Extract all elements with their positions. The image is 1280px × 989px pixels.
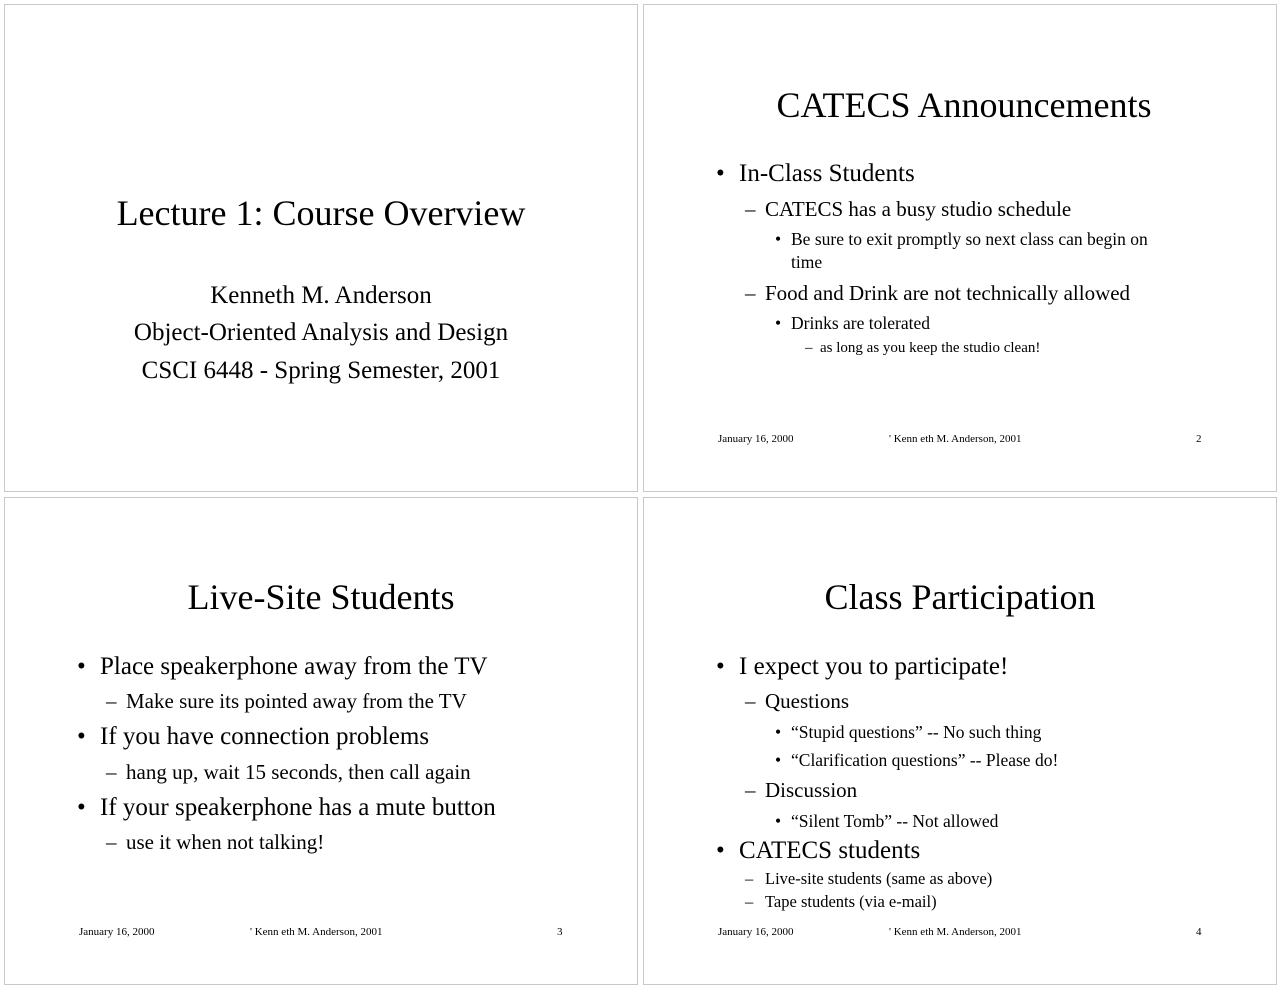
footer-date: January 16, 2000 [79, 926, 155, 938]
slide-1 [4, 4, 638, 492]
slide-2-bullet-1-1: CATECS has a busy studio schedule [765, 197, 1072, 221]
bullet-dot-icon: • [775, 750, 782, 770]
slide-2 [643, 4, 1277, 492]
slide-4-bullet-2-2: Tape students (via e-mail) [765, 892, 937, 911]
slide-4-title: Class Participation [824, 577, 1096, 617]
bullet-dot-icon: • [716, 653, 725, 680]
bullet-dot-icon: • [716, 837, 725, 864]
slide-3-title: Live-Site Students [187, 577, 455, 617]
bullet-dot-icon: • [775, 811, 782, 831]
dash-icon: – [106, 689, 117, 713]
footer-page-number: 4 [1196, 926, 1202, 938]
slide-4-bullet-2: CATECS students [739, 837, 921, 864]
slide-2-bullet-1-1-1: Be sure to exit promptly so next class can begin on [791, 229, 1148, 249]
footer-date: January 16, 2000 [718, 926, 794, 938]
dash-icon: – [745, 892, 754, 911]
footer-copyright: ' Kenn eth M. Anderson, 2001 [889, 926, 1022, 938]
dash-icon: – [106, 760, 117, 784]
slide-4-bullet-1-2-1: “Silent Tomb” -- Not allowed [791, 811, 999, 831]
dash-icon: – [805, 340, 813, 356]
slide-2-bullet-1-1-1-cont: time [791, 252, 823, 272]
slide-3 [4, 497, 638, 985]
footer-page-number: 2 [1196, 433, 1202, 445]
footer-copyright: ' Kenn eth M. Anderson, 2001 [250, 926, 383, 938]
slide-4-bullet-1-1: Questions [765, 689, 849, 713]
bullet-dot-icon: • [77, 723, 86, 750]
slide-3-bullet-3: If your speakerphone has a mute button [100, 794, 496, 821]
dash-icon: – [745, 869, 754, 888]
slide-4-bullet-1-2: Discussion [765, 778, 858, 802]
slide-3-bullet-3-1: use it when not talking! [126, 830, 325, 854]
slide-4 [643, 497, 1277, 985]
dash-icon: – [745, 197, 756, 221]
slide-1-title: Lecture 1: Course Overview [116, 193, 526, 233]
footer-page-number: 3 [557, 926, 563, 938]
slide-3-bullet-1: Place speakerphone away from the TV [100, 653, 488, 680]
slide-2-title: CATECS Announcements [776, 85, 1152, 125]
slide-2-bullet-1-2-1: Drinks are tolerated [791, 313, 930, 333]
slide-4-bullet-1-1-2: “Clarification questions” -- Please do! [791, 750, 1059, 770]
bullet-dot-icon: • [77, 653, 86, 680]
bullet-dot-icon: • [716, 160, 725, 187]
slide-2-bullet-1-2: Food and Drink are not technically allowed [765, 281, 1131, 305]
slide-1-term: CSCI 6448 - Spring Semester, 2001 [141, 357, 501, 384]
slide-4-bullet-1-1-1: “Stupid questions” -- No such thing [791, 722, 1042, 742]
slide-4-bullet-2-1: Live-site students (same as above) [765, 869, 993, 888]
bullet-dot-icon: • [77, 794, 86, 821]
bullet-dot-icon: • [775, 313, 782, 333]
dash-icon: – [745, 778, 756, 802]
dash-icon: – [106, 830, 117, 854]
slide-3-bullet-1-1: Make sure its pointed away from the TV [126, 689, 467, 713]
slide-3-bullet-2: If you have connection problems [100, 723, 430, 750]
footer-copyright: ' Kenn eth M. Anderson, 2001 [889, 433, 1022, 445]
dash-icon: – [745, 689, 756, 713]
slide-1-course: Object-Oriented Analysis and Design [133, 319, 509, 346]
slide-3-bullet-2-1: hang up, wait 15 seconds, then call again [126, 760, 471, 784]
slide-2-bullet-1-2-1-1: as long as you keep the studio clean! [820, 340, 1041, 356]
bullet-dot-icon: • [775, 722, 782, 742]
slide-2-bullet-1: In-Class Students [739, 160, 915, 187]
dash-icon: – [745, 281, 756, 305]
footer-date: January 16, 2000 [718, 433, 794, 445]
bullet-dot-icon: • [775, 229, 782, 249]
slide-1-author: Kenneth M. Anderson [210, 282, 432, 309]
slide-4-bullet-1: I expect you to participate! [739, 653, 1009, 680]
